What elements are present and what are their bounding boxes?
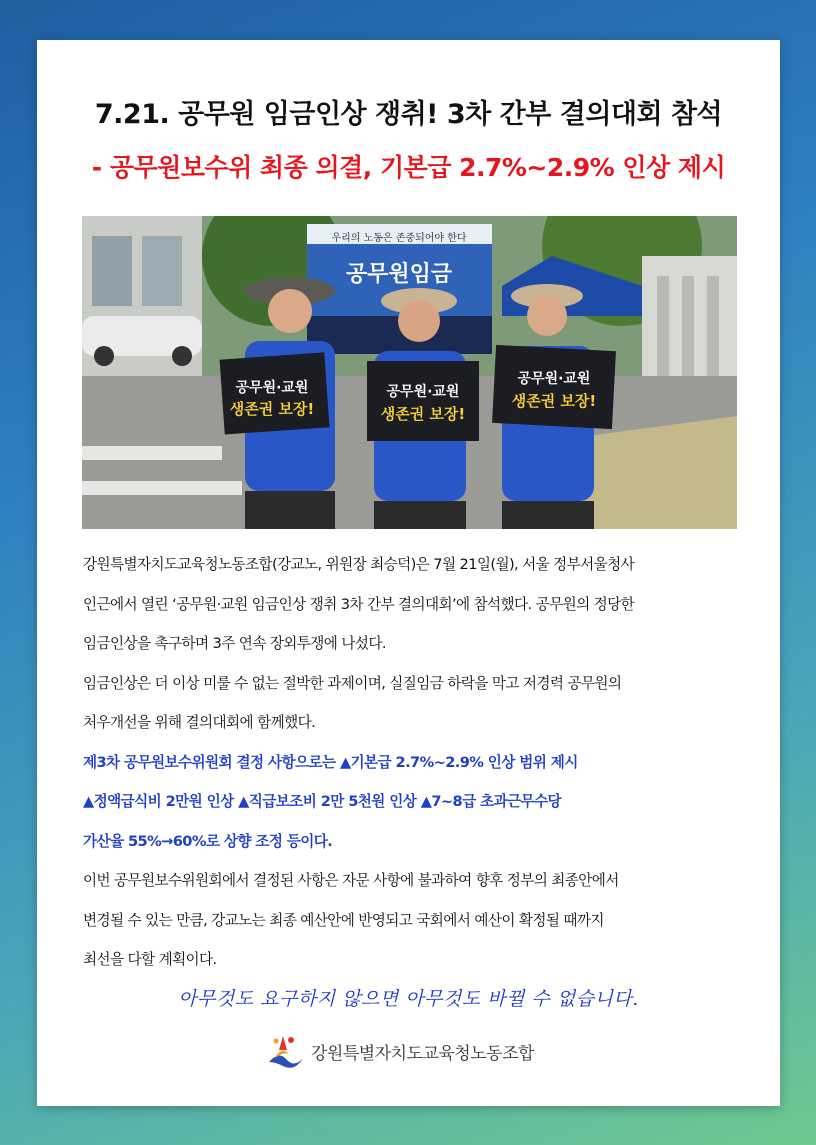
page-subtitle: - 공무원보수위 최종 의결, 기본급 2.7%~2.9% 인상 제시 xyxy=(91,153,726,182)
body-line: 처우개선을 위해 결의대회에 함께했다. xyxy=(83,714,316,731)
sign-left-line1: 공무원·교원 xyxy=(235,380,309,396)
sign-middle-line2: 생존권 보장! xyxy=(380,405,466,423)
stage-banner-top: 우리의 노동은 존중되어야 한다 xyxy=(331,233,467,244)
document-card xyxy=(37,40,780,1106)
article-body xyxy=(83,545,743,980)
body-line: 강원특별자치도교육청노동조합(강교노, 위원장 최승덕)은 7월 21일(월), 서울 정부서울청사 xyxy=(83,556,635,573)
footer-logo xyxy=(265,1030,534,1072)
closing-line: 최선을 다할 계획이다. xyxy=(83,951,217,968)
closing-line: 변경될 수 있는 만큼, 강교노는 최종 예산안에 반영되고 국회에서 예산이 확정될 때까지 xyxy=(83,911,604,929)
closing-line: 이번 공무원보수위원회에서 결정된 사항은 자문 사항에 불과하여 향후 정부의 최종안에서 xyxy=(83,872,619,889)
slogan: 아무것도 요구하지 않으면 아무것도 바뀔 수 없습니다. xyxy=(178,988,639,1010)
sign-right-line2: 생존권 보장! xyxy=(511,392,597,410)
sign-middle-line1: 공무원·교원 xyxy=(386,384,460,400)
sign-right-line1: 공무원·교원 xyxy=(517,371,591,387)
body-line: 인근에서 열린 ‘공무원·교원 임금인상 쟁취 3차 간부 결의대회’에 참석했다. 공무원의 정당한 xyxy=(83,595,635,613)
highlight-line: 가산율 55%→60%로 상향 조정 등이다. xyxy=(83,832,333,850)
body-line: 임금인상은 더 이상 미룰 수 없는 절박한 과제이며, 실질임금 하락을 막고 저경력 공무원의 xyxy=(83,674,622,692)
highlight-line: ▲정액급식비 2만원 인상 ▲직급보조비 2만 5천원 인상 ▲7~8급 초과근무수당 xyxy=(83,793,562,810)
body-line: 임금인상을 촉구하며 3주 연속 장외투쟁에 나섰다. xyxy=(83,635,386,652)
highlight-line: 제3차 공무원보수위원회 결정 사항으로는 ▲기본급 2.7%~2.9% 인상 범위 제시 xyxy=(83,753,578,771)
sign-left-line2: 생존권 보장! xyxy=(229,400,315,418)
stage-banner-main: 공무원임금 xyxy=(345,262,453,287)
page-title: 7.21. 공무원 임금인상 쟁취! 3차 간부 결의대회 참석 xyxy=(94,99,723,130)
org-name: 강원특별자치도교육청노동조합 xyxy=(311,1043,534,1064)
union-logo-icon xyxy=(265,1032,305,1070)
rally-photo xyxy=(82,216,737,529)
